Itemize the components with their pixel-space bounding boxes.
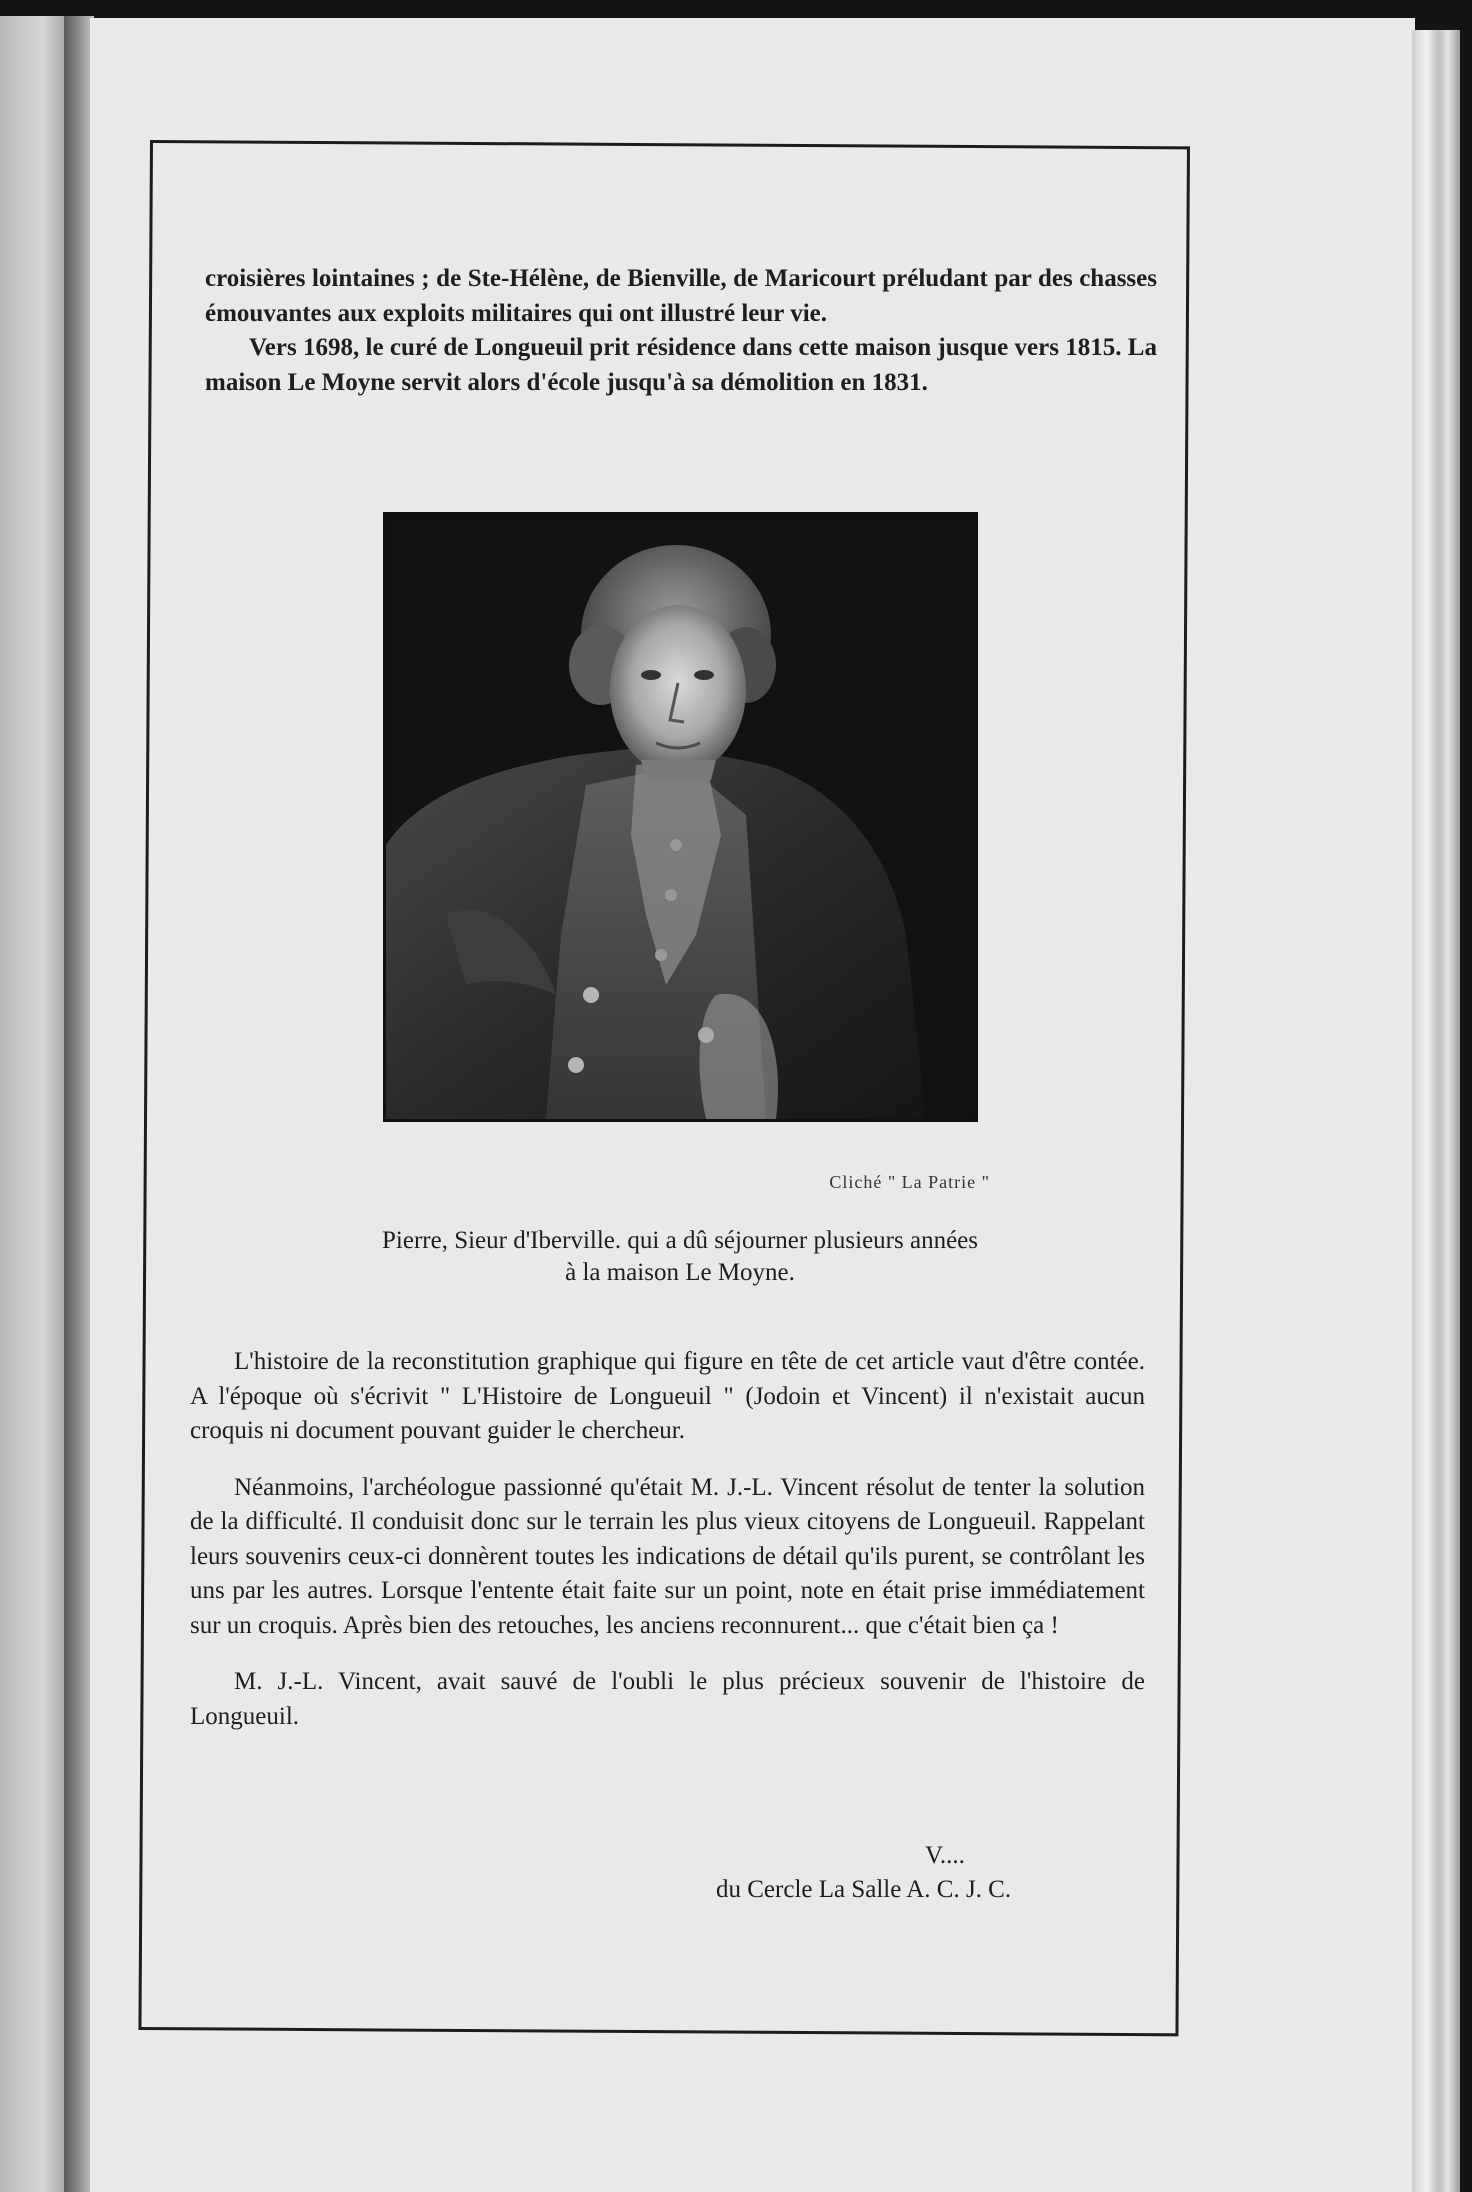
portrait-caption: [260, 1225, 1100, 1289]
body-paragraph-3: M. J.-L. Vincent, avait sauvé de l'oubli le plus précieux souvenir de l'histoire de Longueuil.: [190, 1668, 1145, 1730]
caption-line-2: à la maison Le Moyne.: [565, 1259, 795, 1286]
signature-initial: V....: [925, 1842, 965, 1869]
photo-credit: Cliché " La Patrie ": [829, 1172, 990, 1192]
caption-line-1: Pierre, Sieur d'Iberville. qui a dû séjourner plusieurs années: [382, 1227, 978, 1254]
top-paragraph-2: Vers 1698, le curé de Longueuil prit résidence dans cette maison jusque vers 1815. La maison Le Moyne servit alors d'école jusqu'à sa démolition en 1831.: [205, 334, 1157, 396]
body-text-block: [190, 1345, 1145, 1734]
body-paragraph-2: Néanmoins, l'archéologue passionné qu'était M. J.-L. Vincent résolut de tenter la solution de la difficulté. Il conduisit donc sur le terrain les plus vieux citoyens de Longueuil. Rappelant leurs souvenirs ceux-ci donnèrent toutes les indications de détail qu'ils purent, se contrôlant les uns par les autres. Lorsque l'entente était faite sur un point, note en était prise immédiatement sur un croquis. Après bien des retouches, les anciens reconnurent... que c'était bien ça !: [190, 1473, 1145, 1639]
top-text-block: [205, 262, 1157, 400]
adjacent-page-edge: [0, 16, 72, 2192]
signature-organization: du Cercle La Salle A. C. J. C.: [716, 1876, 1012, 1903]
body-paragraph-1: L'histoire de la reconstitution graphique qui figure en tête de cet article vaut d'être contée. A l'époque où s'écrivit " L'Histoire de Longueuil " (Jodoin et Vincent) il n'existait aucun croquis ni document pouvant guider le chercheur.: [190, 1348, 1145, 1444]
top-paragraph-1: croisières lointaines ; de Ste-Hélène, de Bienville, de Maricourt préludant par des chasses émouvantes aux exploits militaires qui ont illustré leur vie.: [205, 265, 1157, 327]
portrait-illustration: [386, 515, 975, 1119]
page-stack-edge: [1412, 30, 1460, 2192]
portrait-photo: [383, 512, 978, 1122]
